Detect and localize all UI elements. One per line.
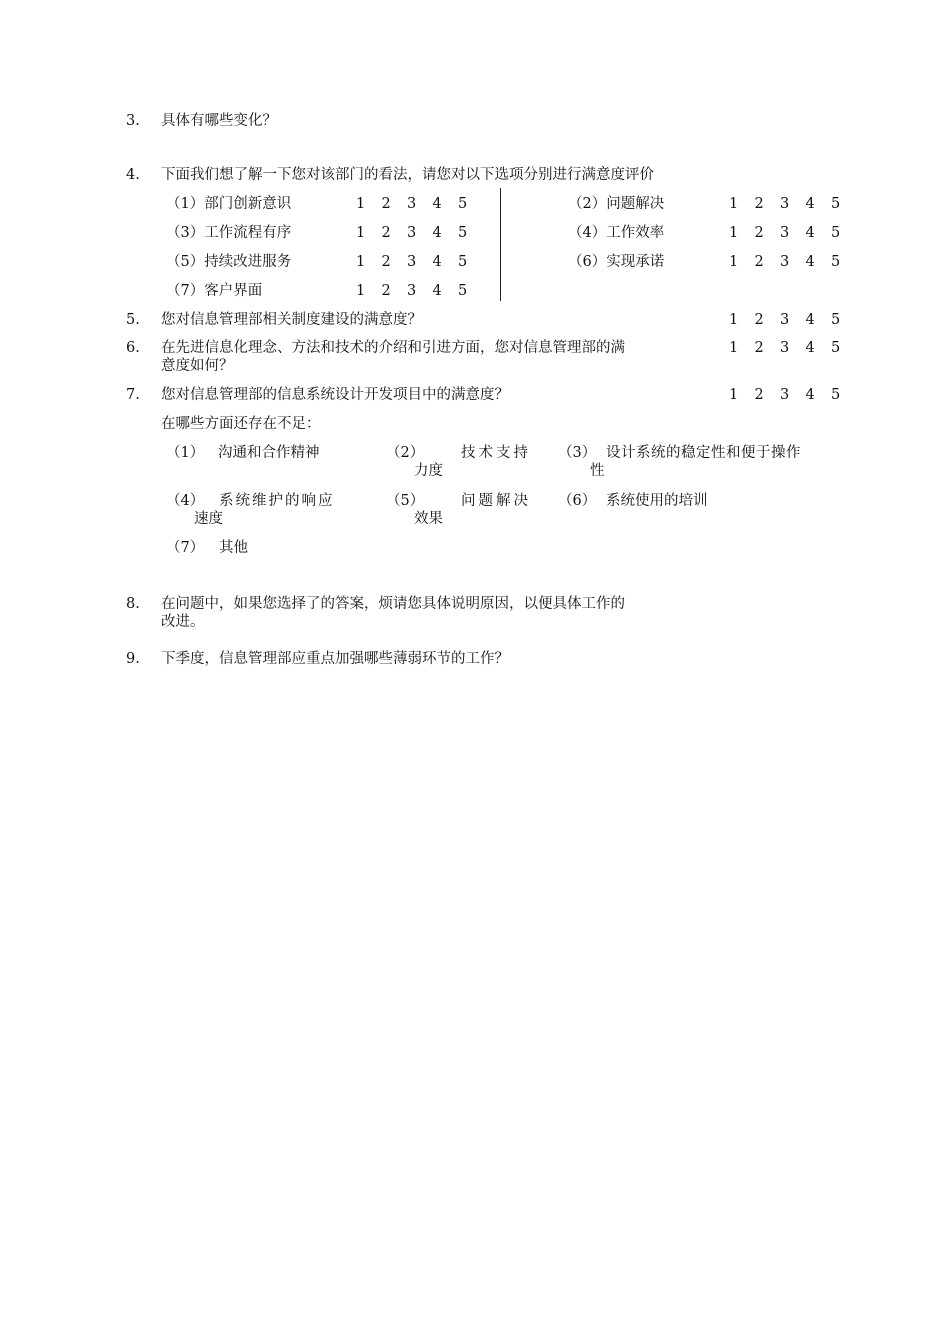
rating-scale[interactable]: 1 2 3 4 5 [356,225,468,241]
rating-scale[interactable]: 1 2 3 4 5 [356,196,468,212]
option-label[interactable]: 设计系统的稳定性和便于操作 [606,445,801,461]
rating-item-label: （3）工作流程有序 [166,225,292,241]
question-6-text-line2: 意度如何？ [161,358,234,374]
question-7-text: 您对信息管理部的信息系统设计开发项目中的满意度？ [161,387,509,403]
rating-scale[interactable]: 1 2 3 4 5 [729,225,841,241]
question-7-subprompt: 在哪些方面还存在不足： [161,416,321,432]
rating-scale[interactable]: 1 2 3 4 5 [729,387,841,403]
rating-scale[interactable]: 1 2 3 4 5 [729,312,841,328]
rating-item-label: （5）持续改进服务 [166,254,292,270]
option-number: （4） [166,493,205,509]
question-8-text-line1: 在问题中，如果您选择了的答案，烦请您具体说明原因，以便具体工作的 [161,596,625,612]
rating-item-label: （2）问题解决 [568,196,665,212]
question-4-number: 4. [126,167,140,183]
option-label[interactable]: 问题解决 [461,493,531,509]
question-9-number: 9. [126,651,140,667]
question-4-text: 下面我们想了解一下您对该部门的看法，请您对以下选项分别进行满意度评价 [161,167,654,183]
option-number: （6） [558,493,597,509]
rating-scale[interactable]: 1 2 3 4 5 [729,340,841,356]
question-8-number: 8. [126,596,140,612]
rating-item-label: （1）部门创新意识 [166,196,292,212]
rating-scale[interactable]: 1 2 3 4 5 [729,254,841,270]
option-number: （2） [386,445,425,461]
option-label[interactable]: 沟通和合作精神 [218,445,320,461]
option-label-continuation: 力度 [414,463,443,479]
rating-scale[interactable]: 1 2 3 4 5 [356,283,468,299]
rating-item-label: （4）工作效率 [568,225,665,241]
option-label[interactable]: 系统使用的培训 [606,493,708,509]
option-label-continuation: 性 [590,463,605,479]
question-3-number: 3. [126,113,140,129]
question-6-number: 6. [126,340,140,356]
option-number: （5） [386,493,425,509]
option-number: （7） [166,540,205,556]
column-divider [500,188,501,301]
rating-item-label: （6）实现承诺 [568,254,665,270]
rating-item-label: （7）客户界面 [166,283,263,299]
option-label-continuation: 速度 [194,511,223,527]
option-label[interactable]: 系统维护的响应 [219,493,335,509]
option-label[interactable]: 其他 [219,540,248,556]
question-6-text-line1: 在先进信息化理念、方法和技术的介绍和引进方面，您对信息管理部的满 [161,340,625,356]
question-3-text: 具体有哪些变化？ [161,113,277,129]
option-number: （1） [166,445,205,461]
option-label[interactable]: 技术支持 [461,445,531,461]
question-5-number: 5. [126,312,140,328]
question-9-text: 下季度，信息管理部应重点加强哪些薄弱环节的工作？ [161,651,509,667]
option-number: （3） [558,445,597,461]
rating-scale[interactable]: 1 2 3 4 5 [356,254,468,270]
question-8-text-line2: 改进。 [161,614,205,630]
option-label-continuation: 效果 [414,511,443,527]
question-7-number: 7. [126,387,140,403]
rating-scale[interactable]: 1 2 3 4 5 [729,196,841,212]
question-5-text: 您对信息管理部相关制度建设的满意度？ [161,312,422,328]
